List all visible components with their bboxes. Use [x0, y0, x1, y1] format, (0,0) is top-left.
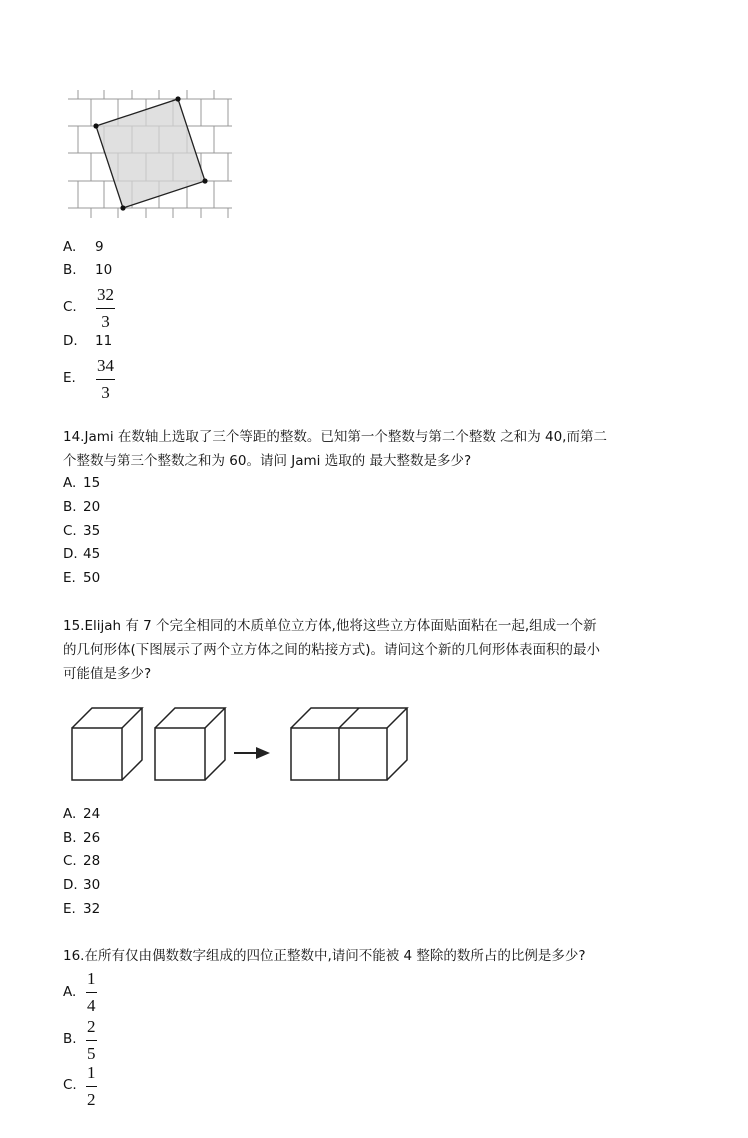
q13-option-c-label[interactable]: C.: [63, 299, 77, 315]
q15-option-e[interactable]: E. 32: [63, 901, 101, 917]
q14-option-b[interactable]: B. 20: [63, 499, 101, 515]
q16-option-a-fraction: $\frac{1}{4}$: [87, 969, 96, 1015]
q13-option-c-fraction: $\frac{32}{3}$: [97, 285, 114, 331]
q15-option-b[interactable]: B. 26: [63, 830, 101, 846]
q14-option-d[interactable]: D. 45: [63, 546, 101, 562]
q16-question: 16.在所有仅由偶数数字组成的四位正整数中,请问不能被 4 整除的数所占的比例是多少?: [63, 948, 586, 964]
cubes-gluing-figure: [66, 702, 414, 788]
q13-option-e-fraction: $\frac{34}{3}$: [97, 356, 114, 402]
q13-option-d[interactable]: D. 11: [63, 333, 113, 349]
q14-option-a[interactable]: A. 15: [63, 475, 101, 491]
q15-option-c[interactable]: C. 28: [63, 853, 101, 869]
q15-option-a[interactable]: A. 24: [63, 806, 101, 822]
q15-question: 15.Elijah 有 7 个完全相同的木质单位立方体,他将这些立方体面贴面粘在一起,组成一个新 的几何形体(下图展示了两个立方体之间的粘接方式)。请问这个新的几何形体表面积的最小 可能值是多少?: [63, 618, 601, 682]
q16-option-b-fraction: $\frac{2}{5}$: [87, 1017, 96, 1063]
q13-option-e-label[interactable]: E.: [63, 370, 76, 386]
q14-option-e[interactable]: E. 50: [63, 570, 101, 586]
q16-option-c-label[interactable]: C.: [63, 1077, 77, 1093]
q16-option-b-label[interactable]: B.: [63, 1031, 77, 1047]
q15-option-d[interactable]: D. 30: [63, 877, 101, 893]
arrow-head: [256, 747, 270, 759]
q16-option-c-fraction: $\frac{1}{2}$: [87, 1063, 96, 1109]
q14-option-c[interactable]: C. 35: [63, 523, 101, 539]
q14-question: 14.Jami 在数轴上选取了三个等距的整数。已知第一个整数与第二个整数 之和为 40,而第二 个整数与第三个整数之和为 60。请问 Jami 选取的 最大整数是多少?: [63, 429, 607, 469]
q13-option-b[interactable]: B. 10: [63, 262, 113, 278]
q16-option-a-label[interactable]: A.: [63, 984, 77, 1000]
q13-option-a[interactable]: A. 9: [63, 239, 104, 255]
brick-square-figure: [66, 88, 234, 222]
